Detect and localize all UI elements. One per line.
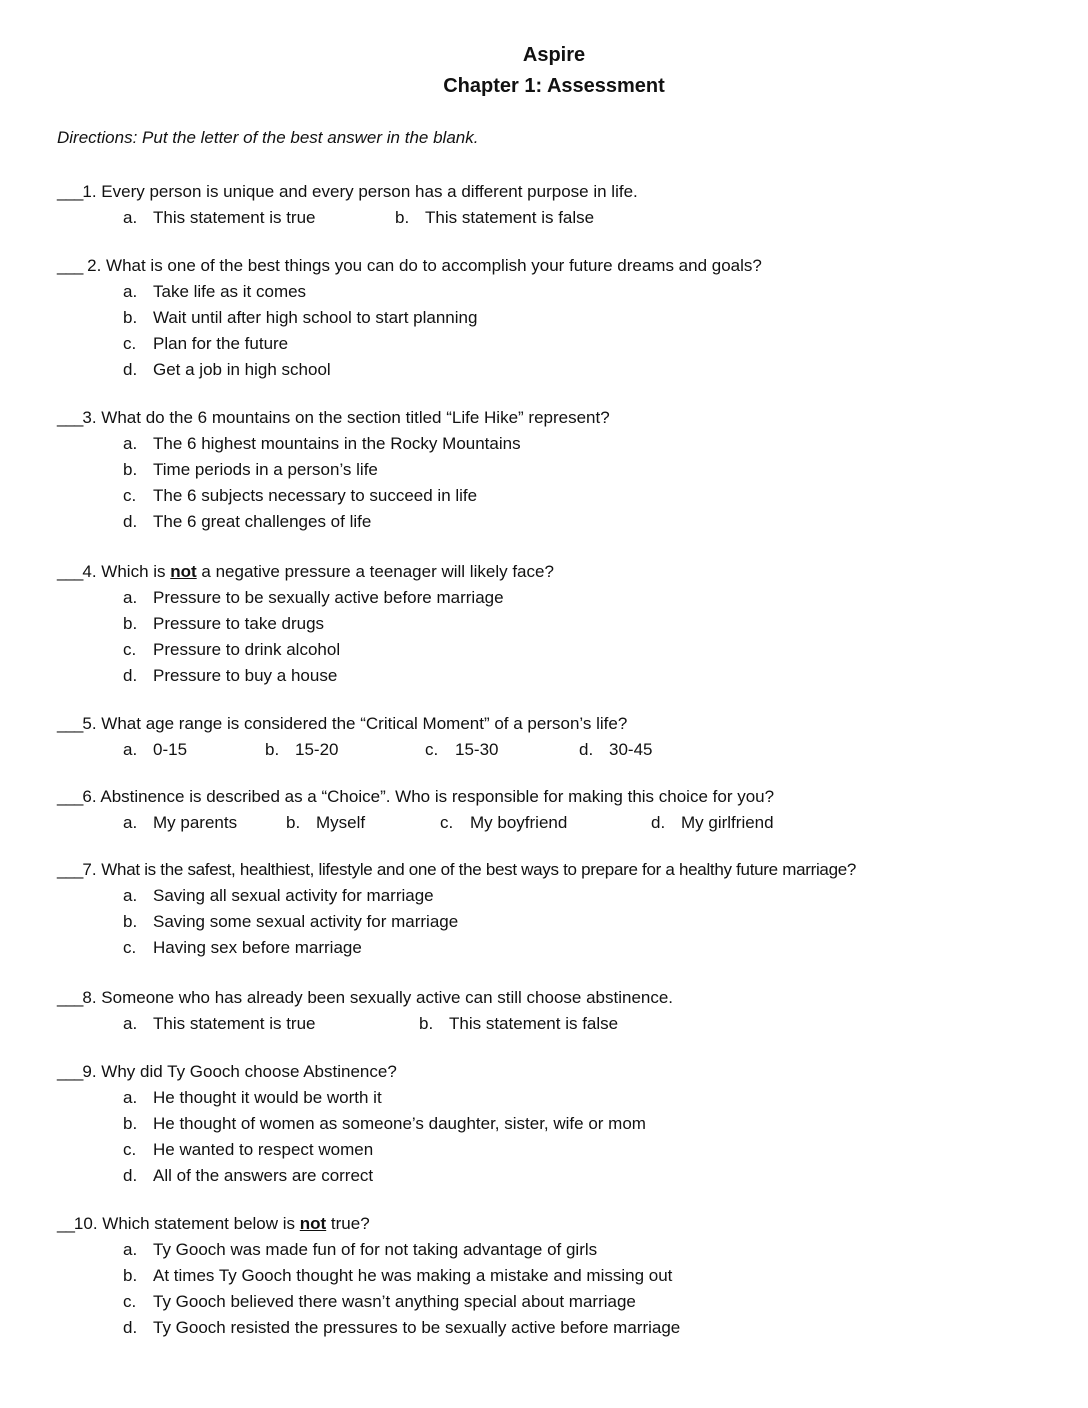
- option-d: [123, 663, 554, 689]
- option-letter: d.: [123, 360, 138, 379]
- option-text: Pressure to buy a house: [153, 666, 338, 685]
- question-number: 7.: [82, 860, 97, 879]
- answer-blank[interactable]: ___: [57, 256, 83, 275]
- option-text: Ty Gooch resisted the pressures to be sexually active before marriage: [153, 1318, 681, 1337]
- option-text: Take life as it comes: [153, 282, 307, 301]
- option-text: Ty Gooch believed there wasn’t anything special about marriage: [153, 1292, 636, 1311]
- option-text: All of the answers are correct: [153, 1166, 374, 1185]
- question-1: [57, 179, 638, 231]
- answer-blank[interactable]: ___: [57, 1062, 83, 1081]
- option-text: Pressure to take drugs: [153, 614, 325, 633]
- question-9: [57, 1059, 646, 1189]
- option-letter: a.: [123, 886, 138, 905]
- option-b: [265, 737, 425, 763]
- option-letter: a.: [123, 1088, 138, 1107]
- option-text: The 6 subjects necessary to succeed in life: [153, 486, 478, 505]
- option-b: [395, 205, 594, 231]
- option-b: [419, 1011, 618, 1037]
- question-stem: [57, 711, 652, 737]
- answer-blank[interactable]: ___: [57, 408, 83, 427]
- option-letter: a.: [123, 1014, 138, 1033]
- question-text-after: a negative pressure a teenager will likely face?: [196, 562, 554, 581]
- answer-options: [123, 1237, 680, 1341]
- answer-options: [123, 1011, 673, 1037]
- question-text: What do the 6 mountains on the section titled “Life Hike” represent?: [101, 408, 610, 427]
- option-letter: b.: [395, 208, 410, 227]
- option-text: This statement is false: [425, 208, 595, 227]
- option-d: [123, 1315, 680, 1341]
- question-stem: [57, 559, 554, 585]
- option-letter: c.: [123, 640, 137, 659]
- option-text: Ty Gooch was made fun of for not taking advantage of girls: [153, 1240, 598, 1259]
- option-letter: a.: [123, 434, 138, 453]
- question-stem: [57, 405, 610, 431]
- option-c: [123, 935, 856, 961]
- option-a: [123, 585, 554, 611]
- option-text: He wanted to respect women: [153, 1140, 374, 1159]
- emphasis-not: not: [170, 562, 197, 581]
- option-letter: a.: [123, 282, 138, 301]
- option-a: [123, 1085, 646, 1111]
- question-text: Someone who has already been sexually active can still choose abstinence.: [101, 988, 674, 1007]
- option-d: [579, 737, 652, 763]
- option-letter: d.: [123, 512, 138, 531]
- option-d: [651, 810, 774, 836]
- option-text: Myself: [316, 813, 366, 832]
- option-letter: d.: [651, 813, 666, 832]
- option-text: He thought of women as someone’s daughter, sister, wife or mom: [153, 1114, 646, 1133]
- option-text: Plan for the future: [153, 334, 289, 353]
- option-a: [123, 279, 762, 305]
- question-3: [57, 405, 610, 535]
- option-letter: c.: [123, 938, 137, 957]
- question-text: Abstinence is described as a “Choice”. Who is responsible for making this choice for you?: [100, 787, 775, 806]
- question-2: [57, 253, 762, 383]
- option-letter: c.: [440, 813, 454, 832]
- option-text: 30-45: [609, 740, 653, 759]
- option-b: [123, 305, 762, 331]
- question-stem: [57, 179, 638, 205]
- option-b: [123, 611, 554, 637]
- question-number: 1.: [82, 182, 97, 201]
- option-letter: a.: [123, 740, 138, 759]
- option-b: [123, 457, 610, 483]
- question-number: 3.: [82, 408, 97, 427]
- option-a: [123, 737, 265, 763]
- document-title: Aspire: [522, 44, 586, 66]
- question-stem: [57, 985, 673, 1011]
- option-letter: d.: [123, 1166, 138, 1185]
- option-text: My parents: [153, 813, 238, 832]
- question-4: [57, 559, 554, 689]
- option-text: Wait until after high school to start planning: [153, 308, 478, 327]
- question-8: [57, 985, 673, 1037]
- question-text: What is the safest, healthiest, lifestyle and one of the best ways to prepare for a healthy future marriage?: [101, 860, 857, 879]
- answer-options: [123, 431, 610, 535]
- question-number: 4.: [82, 562, 97, 581]
- option-a: [123, 1011, 419, 1037]
- option-letter: b.: [123, 912, 138, 931]
- option-text: Having sex before marriage: [153, 938, 362, 957]
- question-number: 10.: [73, 1214, 98, 1233]
- option-text: Pressure to drink alcohol: [153, 640, 341, 659]
- answer-options: [123, 883, 856, 961]
- option-text: My girlfriend: [681, 813, 774, 832]
- option-text: This statement is true: [153, 208, 316, 227]
- question-number: 6.: [82, 787, 97, 806]
- option-letter: c.: [123, 486, 137, 505]
- option-letter: b.: [123, 1114, 138, 1133]
- option-text: 15-20: [295, 740, 339, 759]
- option-d: [123, 357, 762, 383]
- option-a: [123, 810, 286, 836]
- option-b: [123, 909, 856, 935]
- question-stem: [57, 784, 774, 810]
- answer-options: [123, 737, 652, 763]
- question-number: 9.: [82, 1062, 97, 1081]
- answer-blank[interactable]: ___: [57, 714, 83, 733]
- question-number: 8.: [82, 988, 97, 1007]
- option-letter: b.: [123, 460, 138, 479]
- option-text: Saving all sexual activity for marriage: [153, 886, 434, 905]
- question-text-before: Which statement below is: [102, 1214, 300, 1233]
- option-text: This statement is false: [449, 1014, 619, 1033]
- question-stem: [57, 1059, 646, 1085]
- question-stem: [57, 1211, 680, 1237]
- answer-options: [123, 585, 554, 689]
- option-letter: a.: [123, 588, 138, 607]
- option-text: 0-15: [153, 740, 188, 759]
- option-letter: a.: [123, 208, 138, 227]
- question-text: What is one of the best things you can do to accomplish your future dreams and goals?: [106, 256, 762, 275]
- option-letter: c.: [425, 740, 439, 759]
- answer-blank[interactable]: ___: [57, 787, 83, 806]
- option-c: [123, 1137, 646, 1163]
- option-letter: c.: [123, 1292, 137, 1311]
- option-text: 15-30: [455, 740, 499, 759]
- question-text-before: Which is: [101, 562, 171, 581]
- document-subtitle: Chapter 1: Assessment: [443, 75, 665, 97]
- option-letter: d.: [123, 666, 138, 685]
- option-letter: d.: [123, 1318, 138, 1337]
- question-5: [57, 711, 652, 763]
- question-6: [57, 784, 774, 836]
- option-c: [123, 483, 610, 509]
- option-c: [123, 1289, 680, 1315]
- option-letter: b.: [123, 614, 138, 633]
- option-c: [425, 737, 579, 763]
- question-10: [57, 1211, 680, 1341]
- option-a: [123, 431, 610, 457]
- option-d: [123, 509, 610, 535]
- option-c: [123, 637, 554, 663]
- option-text: Get a job in high school: [153, 360, 331, 379]
- option-text: He thought it would be worth it: [153, 1088, 382, 1107]
- question-text: What age range is considered the “Critical Moment” of a person’s life?: [101, 714, 628, 733]
- answer-blank[interactable]: ___: [57, 182, 83, 201]
- question-number: 5.: [82, 714, 97, 733]
- answer-options: [123, 279, 762, 383]
- option-letter: b.: [265, 740, 280, 759]
- answer-options: [123, 205, 638, 231]
- option-c: [123, 331, 762, 357]
- option-letter: a.: [123, 1240, 138, 1259]
- question-text-after: true?: [326, 1214, 370, 1233]
- question-stem: [57, 857, 856, 883]
- option-text: Time periods in a person’s life: [153, 460, 378, 479]
- option-letter: c.: [123, 1140, 137, 1159]
- directions-text: Directions: Put the letter of the best answer in the blank.: [57, 128, 479, 147]
- question-stem: [57, 253, 762, 279]
- emphasis-not: not: [299, 1214, 327, 1233]
- answer-blank[interactable]: ___: [57, 860, 83, 879]
- option-letter: b.: [419, 1014, 434, 1033]
- option-letter: b.: [123, 308, 138, 327]
- option-a: [123, 205, 395, 231]
- option-text: This statement is true: [153, 1014, 316, 1033]
- option-b: [123, 1111, 646, 1137]
- option-b: [286, 810, 440, 836]
- question-7: [57, 857, 856, 961]
- option-letter: d.: [579, 740, 594, 759]
- option-letter: c.: [123, 334, 137, 353]
- question-number: 2.: [87, 256, 102, 275]
- answer-options: [123, 810, 774, 836]
- option-text: At times Ty Gooch thought he was making a mistake and missing out: [153, 1266, 673, 1285]
- option-text: Saving some sexual activity for marriage: [153, 912, 459, 931]
- answer-blank[interactable]: ___: [57, 562, 83, 581]
- option-letter: a.: [123, 813, 138, 832]
- option-a: [123, 1237, 680, 1263]
- option-a: [123, 883, 856, 909]
- option-text: My boyfriend: [470, 813, 568, 832]
- option-d: [123, 1163, 646, 1189]
- option-text: The 6 highest mountains in the Rocky Mountains: [153, 434, 521, 453]
- option-c: [440, 810, 651, 836]
- option-letter: b.: [123, 1266, 138, 1285]
- answer-blank[interactable]: ___: [57, 988, 83, 1007]
- question-text: Why did Ty Gooch choose Abstinence?: [101, 1062, 397, 1081]
- answer-options: [123, 1085, 646, 1189]
- option-letter: b.: [286, 813, 301, 832]
- option-text: The 6 great challenges of life: [153, 512, 372, 531]
- option-b: [123, 1263, 680, 1289]
- option-text: Pressure to be sexually active before marriage: [153, 588, 504, 607]
- question-text: Every person is unique and every person has a different purpose in life.: [101, 182, 638, 201]
- answer-blank[interactable]: __: [57, 1214, 74, 1233]
